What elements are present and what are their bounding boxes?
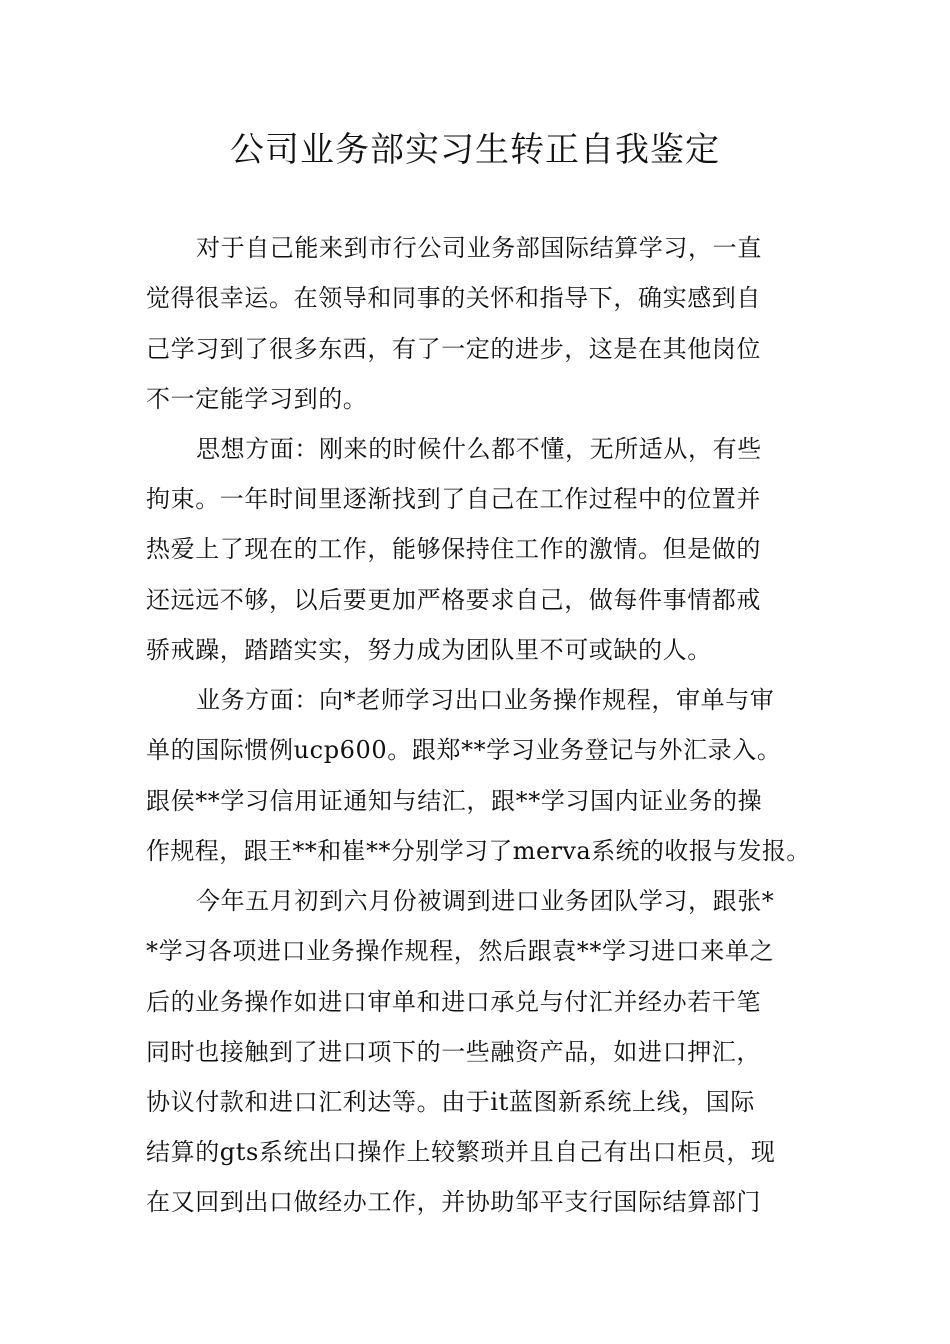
paragraph-line: 单的国际惯例ucp600。跟郑**学习业务登记与外汇录入。 (146, 736, 782, 764)
paragraph-line: 结算的gts系统出口操作上较繁琐并且自己有出口柜员，现 (146, 1138, 776, 1166)
paragraph-line: 对于自己能来到市行公司业务部国际结算学习，一直 (196, 234, 762, 262)
paragraph-line: 后的业务操作如进口审单和进口承兑与付汇并经办若干笔 (146, 988, 761, 1016)
paragraph-line: 思想方面：刚来的时候什么都不懂，无所适从，有些 (196, 435, 762, 463)
paragraph-line: 在又回到出口做经办工作，并协助邹平支行国际结算部门 (146, 1188, 761, 1216)
paragraph-line: 还远远不够，以后要更加严格要求自己，做每件事情都戒 (146, 586, 761, 614)
document-title: 公司业务部实习生转正自我鉴定 (230, 130, 720, 170)
paragraph-line: 协议付款和进口汇利达等。由于it蓝图新系统上线，国际 (146, 1088, 755, 1116)
paragraph-line: 跟侯**学习信用证通知与结汇，跟**学习国内证业务的操 (146, 787, 763, 815)
paragraph-line: *学习各项进口业务操作规程，然后跟袁**学习进口来单之 (146, 937, 775, 965)
paragraph-line: 不一定能学习到的。 (146, 385, 368, 413)
paragraph-line: 己学习到了很多东西，有了一定的进步，这是在其他岗位 (146, 335, 761, 363)
paragraph-line: 今年五月初到六月份被调到进口业务团队学习，跟张* (196, 887, 775, 915)
paragraph-line: 拘束。一年时间里逐渐找到了自己在工作过程中的位置并 (146, 485, 761, 513)
paragraph-line: 骄戒躁，踏踏实实，努力成为团队里不可或缺的人。 (146, 636, 712, 664)
paragraph-line: 觉得很幸运。在领导和同事的关怀和指导下，确实感到自 (146, 284, 761, 312)
paragraph-line: 作规程，跟王**和崔**分别学习了merva系统的收报与发报。 (146, 837, 811, 865)
paragraph-line: 同时也接触到了进口项下的一些融资产品，如进口押汇， (146, 1038, 761, 1066)
paragraph-line: 业务方面：向*老师学习出口业务操作规程，审单与审 (196, 686, 775, 714)
paragraph-line: 热爱上了现在的工作，能够保持住工作的激情。但是做的 (146, 535, 761, 563)
